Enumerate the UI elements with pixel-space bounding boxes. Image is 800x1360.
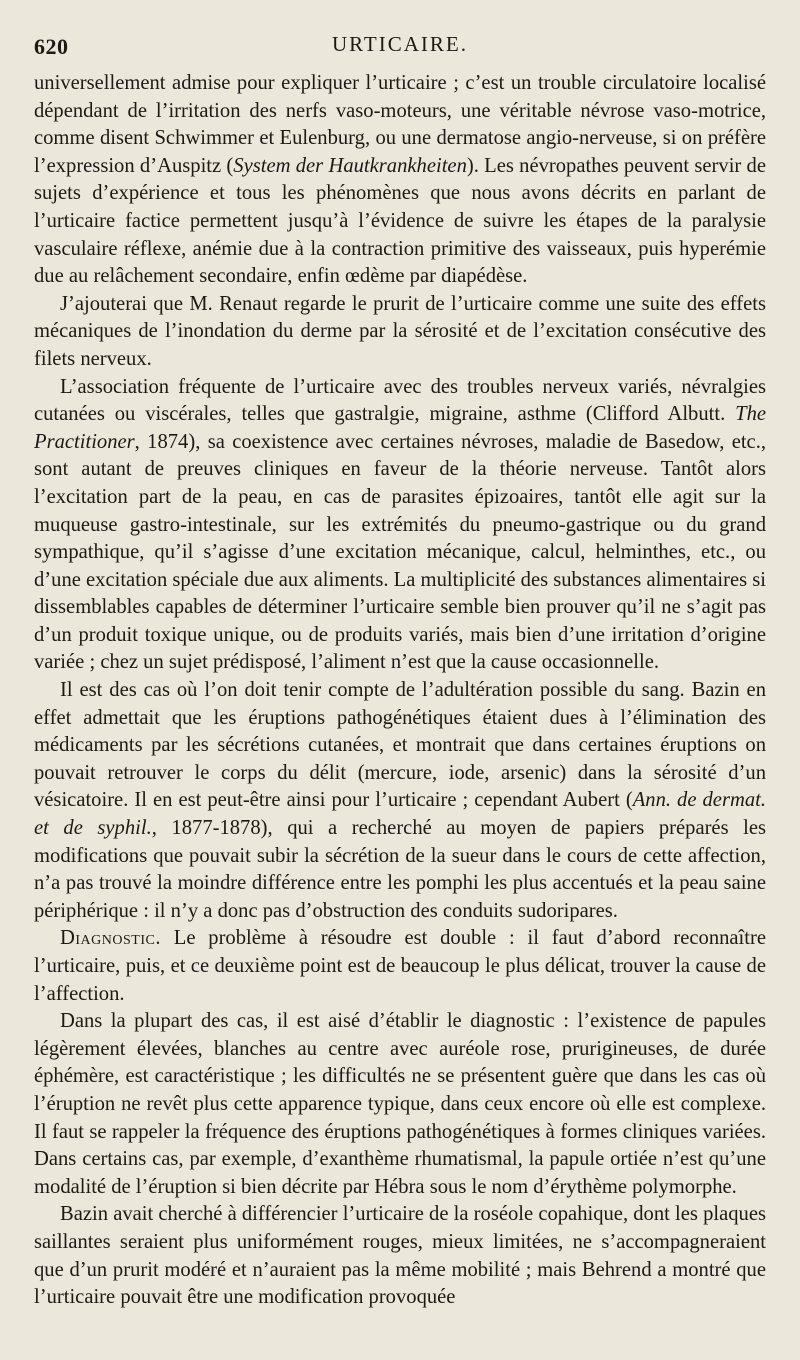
text-run: Le problème à résoudre est double : il faut d’abord reconnaître l’urticaire, puis, et ce deuxième point est de beaucoup le plus délicat, trouver la cause de l’affection. xyxy=(34,927,766,1005)
body-text xyxy=(34,70,766,1312)
paragraph xyxy=(34,1008,766,1201)
paragraph xyxy=(34,925,766,1008)
text-run: Bazin avait cherché à différencier l’urticaire de la roséole copahique, dont les plaques saillantes seraient plus uniformément rouges, mieux limitées, ne s’accompagneraient que d’un prurit modéré et n’auraient pas la même mobilité ; mais Behrend a montré que l’urticaire pouvait être une modification provoquée xyxy=(34,1203,766,1309)
text-run: , 1877-1878), qui a recherché au moyen de papiers préparés les modifications que pouvait subir la sécrétion de la sueur dans le cours de cette affection, n’a pas trouvé la moindre différence entre les pomphi les plus accentués et la peau saine périphérique : il n’y a donc pas d’obstruction des conduits sudoripares. xyxy=(34,817,767,922)
text-run: ). Les névropathes peuvent servir de sujets d’expérience et tous les phénomènes que nous avons décrits en parlant de l’urticaire factice permettent jusqu’à l’évidence de suivre les étapes de la paralysie vasculaire réflexe, anémie due à la contraction primitive des vaisseaux, puis hyperémie due au relâchement secondaire, enfin œdème par diapédèse. xyxy=(34,154,766,288)
paragraph xyxy=(34,677,766,925)
text-run: L’association fréquente de l’urticaire avec des troubles nerveux variés, névralgies cutanées ou viscérales, telles que gastralgie, migraine, asthme (Clifford Albutt. xyxy=(34,375,766,426)
paragraph xyxy=(34,70,766,291)
section-heading-diagnostic: Diagnostic. xyxy=(60,927,161,950)
italic-title: System der Hautkrankheiten xyxy=(233,154,467,177)
text-run: Il est des cas où l’on doit tenir compte de l’adultération possible du sang. Bazin en effet admettait que les éruptions pathogénétiques étaient dues à l’élimination des médicaments par les sécrétions cutanées, et montrait que dans certaines éruptions on pouvait retrouver le corps du délit (mercure, iode, arsenic) dans la sérosité d’un vésicatoire. Il en est peut-être ainsi pour l’urticaire ; cependant Aubert ( xyxy=(34,679,766,812)
text-run: , 1874), sa coexistence avec certaines névroses, maladie de Basedow, etc., sont autant de preuves cliniques en faveur de la théorie nerveuse. Tantôt alors l’excitation part de la peau, en cas de parasites épizoaires, tantôt elle agit sur la muqueuse gastro-intestinale, sur les extrémités du pneumo-gastrique ou du grand sympathique, qu’il s’agisse d’une excitation mécanique, calcul, helminthes, etc., ou d’une excitation spéciale due aux aliments. La multiplicité des substances alimentaires si dissemblables capables de déterminer l’urticaire semble bien prouver qu’il ne s’agit pas d’un produit toxique unique, ou de produits variés, mais bien d’une irritation d’origine variée ; chez un sujet prédisposé, l’aliment n’est que la cause occasionnelle. xyxy=(34,430,766,674)
text-run: universellement admise pour expliquer l’urticaire ; c’est un trouble circulatoire localisé dépendant de l’irritation des nerfs vaso-moteurs, une véritable névrose vaso-motrice, comme disent Schwimmer et Eulenburg, ou une dermatose angio-nerveuse, si on préfère l’expression d’Auspitz ( xyxy=(34,72,766,177)
text-run: J’ajouterai que M. Renaut regarde le prurit de l’urticaire comme une suite des effets mécaniques de l’inondation du derme par la sérosité et de l’excitation consécutive des filets nerveux. xyxy=(34,292,766,370)
italic-title: Ann. de dermat. et de syphil. xyxy=(34,789,767,840)
italic-title: The Practitioner xyxy=(34,403,766,453)
paragraph xyxy=(34,1201,766,1311)
paragraph xyxy=(34,374,766,678)
running-title: URTICAIRE. xyxy=(332,32,468,56)
page-number: 620 xyxy=(34,34,69,59)
paragraph xyxy=(34,291,766,374)
page-header xyxy=(34,30,766,64)
text-run: Dans la plupart des cas, il est aisé d’établir le diagnostic : l’existence de papules légèrement élevées, blanches au centre avec auréole rose, prurigineuses, de durée éphémère, est caractéristique ; les difficultés ne se présentent guère que dans les cas où l’éruption ne revêt plus cette apparence typique, dans ceux encore où elle est complexe. Il faut se rappeler la fréquence des éruptions pathogénétiques à formes cliniques variées. Dans certains cas, par exemple, d’exanthème rhumatismal, la papule ortiée n’est qu’une modalité de l’éruption si bien décrite par Hébra sous le nom d’érythème polymorphe. xyxy=(34,1010,766,1198)
